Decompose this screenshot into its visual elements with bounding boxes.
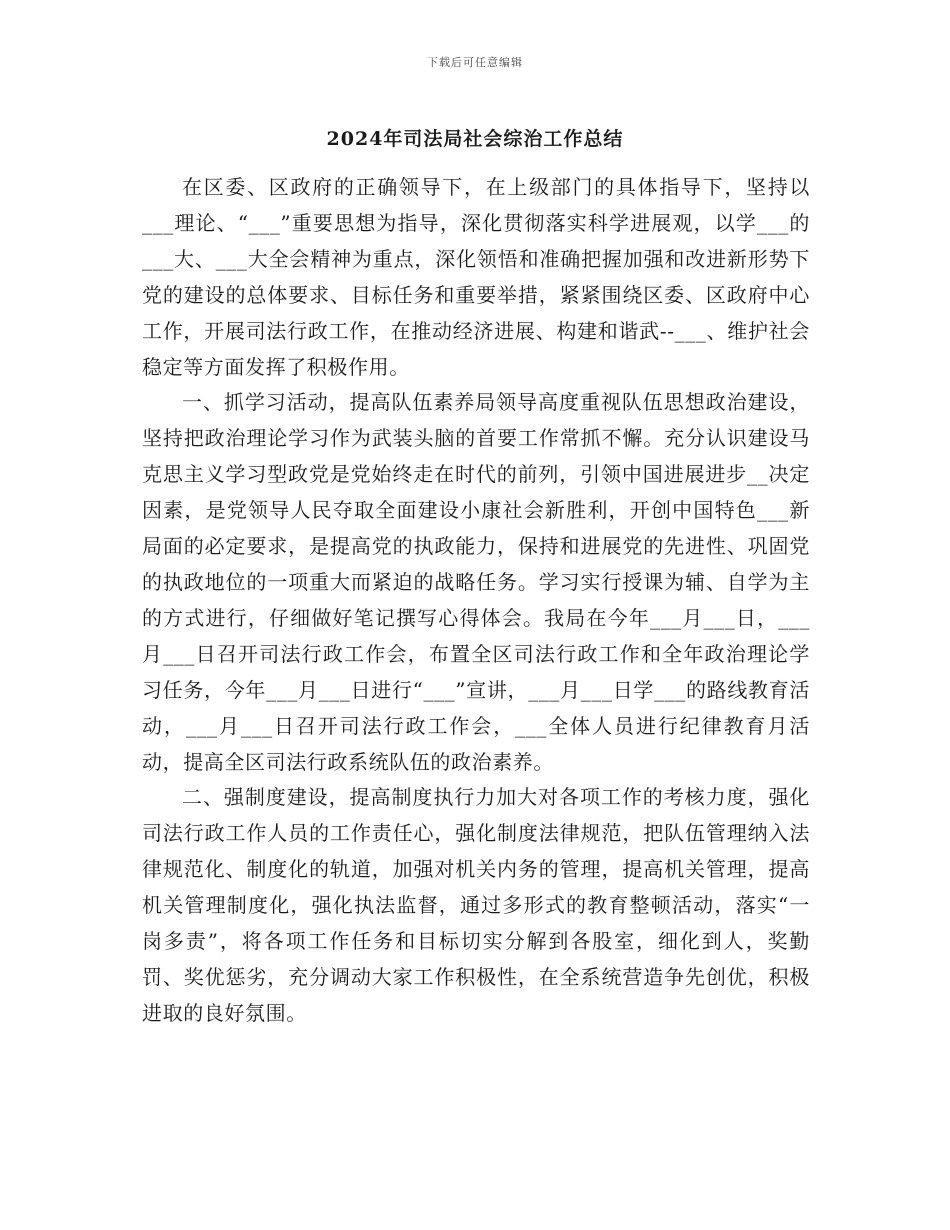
paragraph-section-2: 二、强制度建设，提高制度执行力加大对各项工作的考核力度，强化司法行政工作人员的工作责任心，强化制度法律规范，把队伍管理纳入法律规范化、制度化的轨道，加强对机关内务的管理，提高机关管理，提高机关管理制度化，强化执法监督，通过多形式的教育整顿活动，落实“一岗多责”，将各项工作任务和目标切实分解到各股室，细化到人，奖勤罚、奖优惩劣，充分调动大家工作积极性，在全系统营造争先创优，积极进取的良好氛围。 <box>142 785 810 1025</box>
paragraph-section-1: 一、抓学习活动，提高队伍素养局领导高度重视队伍思想政治建设，坚持把政治理论学习作为武装头脑的首要工作常抓不懈。充分认识建设马克思主义学习型政党是党始终走在时代的前列，引领中国进展进步__决定因素，是党领导人民夺取全面建设小康社会新胜利，开创中国特色___新局面的必定要求，是提高党的执政能力，保持和进展党的先进性、巩固党的执政地位的一项重大而紧迫的战略任务。学习实行授课为辅、自学为主的方式进行，仔细做好笔记撰写心得体会。我局在今年___月___日，___月___日召开司法行政工作会，布置全区司法行政工作和全年政治理论学习任务，今年___月___日进行“___”宣讲，___月___日学___的路线教育活动，___月___日召开司法行政工作会，___全体人员进行纪律教育月活动，提高全区司法行政系统队伍的政治素养。 <box>142 390 810 774</box>
document-body <box>142 170 810 1032</box>
header-note: 下载后可任意编辑 <box>427 56 523 69</box>
paragraph-intro: 在区委、区政府的正确领导下，在上级部门的具体指导下，坚持以___理论、“___”重要思想为指导，深化贯彻落实科学进展观，以学___的___大、___大全会精神为重点，深化领悟和准确把握加强和改进新形势下党的建设的总体要求、目标任务和重要举措，紧紧围绕区委、区政府中心工作，开展司法行政工作，在推动经济进展、构建和谐武--___、维护社会稳定等方面发挥了积极作用。 <box>142 175 810 379</box>
document-title: 2024年司法局社会综治工作总结 <box>326 128 624 150</box>
